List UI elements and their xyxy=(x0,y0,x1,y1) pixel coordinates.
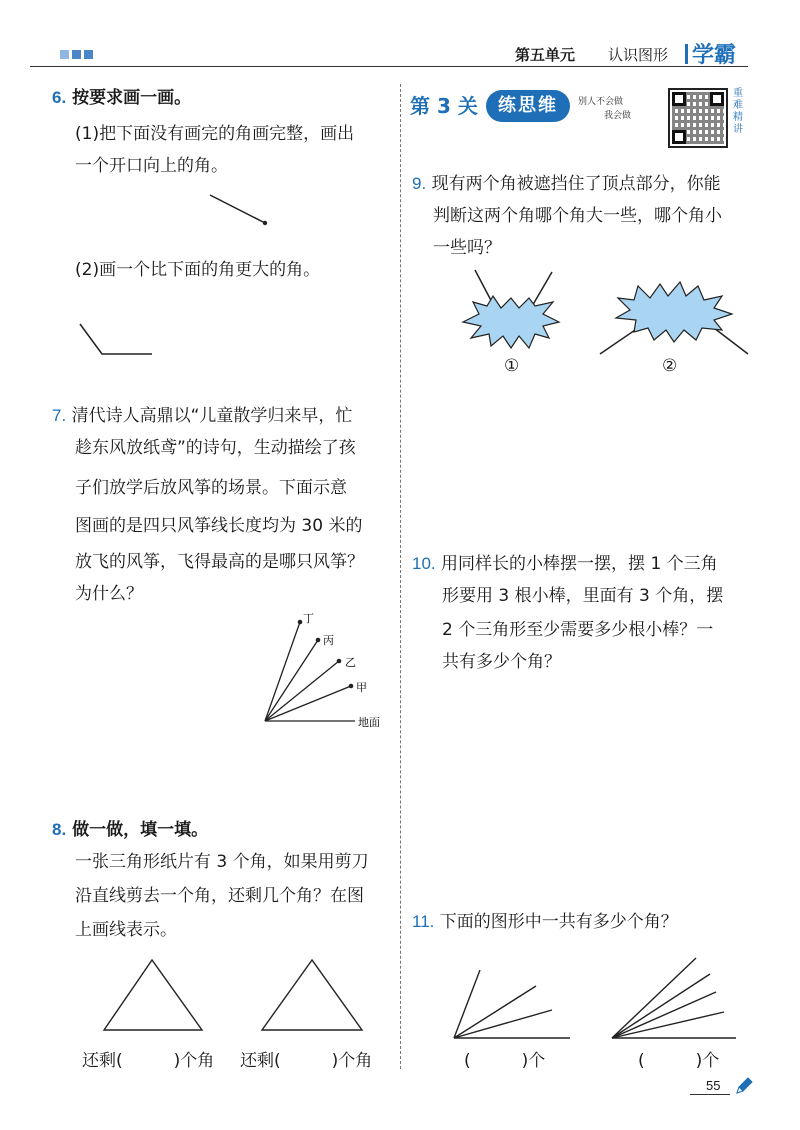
q7-line3: 子们放学后放风筝的场景。下面示意 xyxy=(75,478,347,498)
q8-answer-right: 还剩( )个角 xyxy=(240,1051,373,1071)
banner-subtitle-1: 别人不会做 xyxy=(578,97,624,107)
q8-line3: 上画线表示。 xyxy=(75,920,177,940)
q6-part2-line: (2)画一个比下面的角更大的角。 xyxy=(75,260,321,280)
unit-title: 第五单元 xyxy=(515,46,576,64)
banner-subtitle-2: 我会做 xyxy=(604,111,632,121)
q7-line1: 7. 清代诗人高鼎以“儿童散学归来早，忙 xyxy=(52,406,353,426)
q8-number: 8. xyxy=(52,820,67,839)
ground-label: 地面 xyxy=(358,716,380,729)
star-cover-1 xyxy=(463,296,559,348)
q11-answer-right: ( )个 xyxy=(638,1051,720,1071)
triangle-left xyxy=(104,960,202,1030)
kite-yi-label: 乙 xyxy=(345,656,356,669)
q9-label-2: ② xyxy=(662,356,678,376)
q8-line2: 沿直线剪去一个角，还剩几个角？在图 xyxy=(75,886,364,906)
q9-label-1: ① xyxy=(504,356,520,376)
kite-jia-label: 甲 xyxy=(356,681,367,694)
kite-jia-point xyxy=(349,684,354,689)
q11-answer-left: ( )个 xyxy=(464,1051,546,1071)
q6-title: 按要求画一画。 xyxy=(72,88,192,108)
q10-number: 10. xyxy=(412,554,436,573)
q6-incomplete-angle xyxy=(200,190,280,235)
q8-triangles xyxy=(100,956,400,1036)
q7-line4: 图画的是四只风筝线长度均为 30 米的 xyxy=(75,516,363,536)
q11-figure-left xyxy=(450,966,580,1042)
pencil-icon xyxy=(734,1076,754,1096)
section-title: 练思维 xyxy=(486,90,570,122)
q6-heading xyxy=(52,82,191,114)
q9-angle-2 xyxy=(598,268,758,358)
page-number-rule xyxy=(690,1094,730,1095)
q6-number: 6. xyxy=(52,88,67,107)
header-rule xyxy=(30,66,748,67)
q9-angle-1 xyxy=(455,268,575,358)
header-separator xyxy=(685,44,688,64)
q11-number: 11. xyxy=(412,912,435,931)
triangle-right xyxy=(262,960,362,1030)
q10-line2: 形要用 3 根小棒，里面有 3 个角，摆 xyxy=(442,586,724,606)
q9-number: 9. xyxy=(412,174,427,193)
q10-line1: 10. 用同样长的小棒摆一摆，摆 1 个三角 xyxy=(412,554,718,574)
qr-code-icon[interactable] xyxy=(668,88,728,148)
kite-bing-point xyxy=(316,638,321,643)
qr-label: 重难精讲 xyxy=(733,88,743,135)
q9-line3: 一些吗？ xyxy=(433,238,501,258)
q9-line1: 9. 现有两个角被遮挡住了顶点部分，你能 xyxy=(412,174,721,194)
q11-figure-right xyxy=(608,954,740,1042)
q6-part1-line2: 一个开口向上的角。 xyxy=(75,156,228,176)
q7-line6: 为什么？ xyxy=(75,584,143,604)
level-label: 第 3 关 xyxy=(410,94,478,118)
q8-answer-left: 还剩( )个角 xyxy=(82,1051,215,1071)
kite-yi-point xyxy=(337,659,342,664)
q8-line1: 一张三角形纸片有 3 个角，如果用剪刀 xyxy=(75,852,369,872)
q11-heading xyxy=(412,906,678,938)
column-divider xyxy=(400,84,401,1069)
page-number: 55 xyxy=(706,1078,721,1093)
header-decoration xyxy=(60,50,93,59)
q7-kite-diagram xyxy=(255,608,395,738)
q8-heading xyxy=(52,814,208,846)
kite-bing-label: 丙 xyxy=(323,634,334,647)
kite-ding-point xyxy=(298,620,303,625)
brand-logo: 学霸 xyxy=(692,43,737,68)
star-cover-2 xyxy=(616,282,732,342)
topic-title: 认识图形 xyxy=(608,46,669,64)
q9-line2: 判断这两个角哪个角大一些，哪个角小 xyxy=(433,206,722,226)
q11-title: 下面的图形中一共有多少个角？ xyxy=(439,912,678,932)
q7-number: 7. xyxy=(52,406,67,425)
q7-line5: 放飞的风筝，飞得最高的是哪只风筝？ xyxy=(75,552,364,572)
q8-title: 做一做，填一填。 xyxy=(72,820,209,840)
kite-ding-label: 丁 xyxy=(303,612,314,625)
q7-line2: 趁东风放纸鸢”的诗句，生动描绘了孩 xyxy=(75,438,356,458)
q6-part1-line1: (1)把下面没有画完的角画完整，画出 xyxy=(75,124,355,144)
q10-line4: 共有多少个角？ xyxy=(442,652,561,672)
q6-reference-angle xyxy=(78,320,158,362)
q10-line3: 2 个三角形至少需要多少根小棒？一 xyxy=(442,620,714,640)
